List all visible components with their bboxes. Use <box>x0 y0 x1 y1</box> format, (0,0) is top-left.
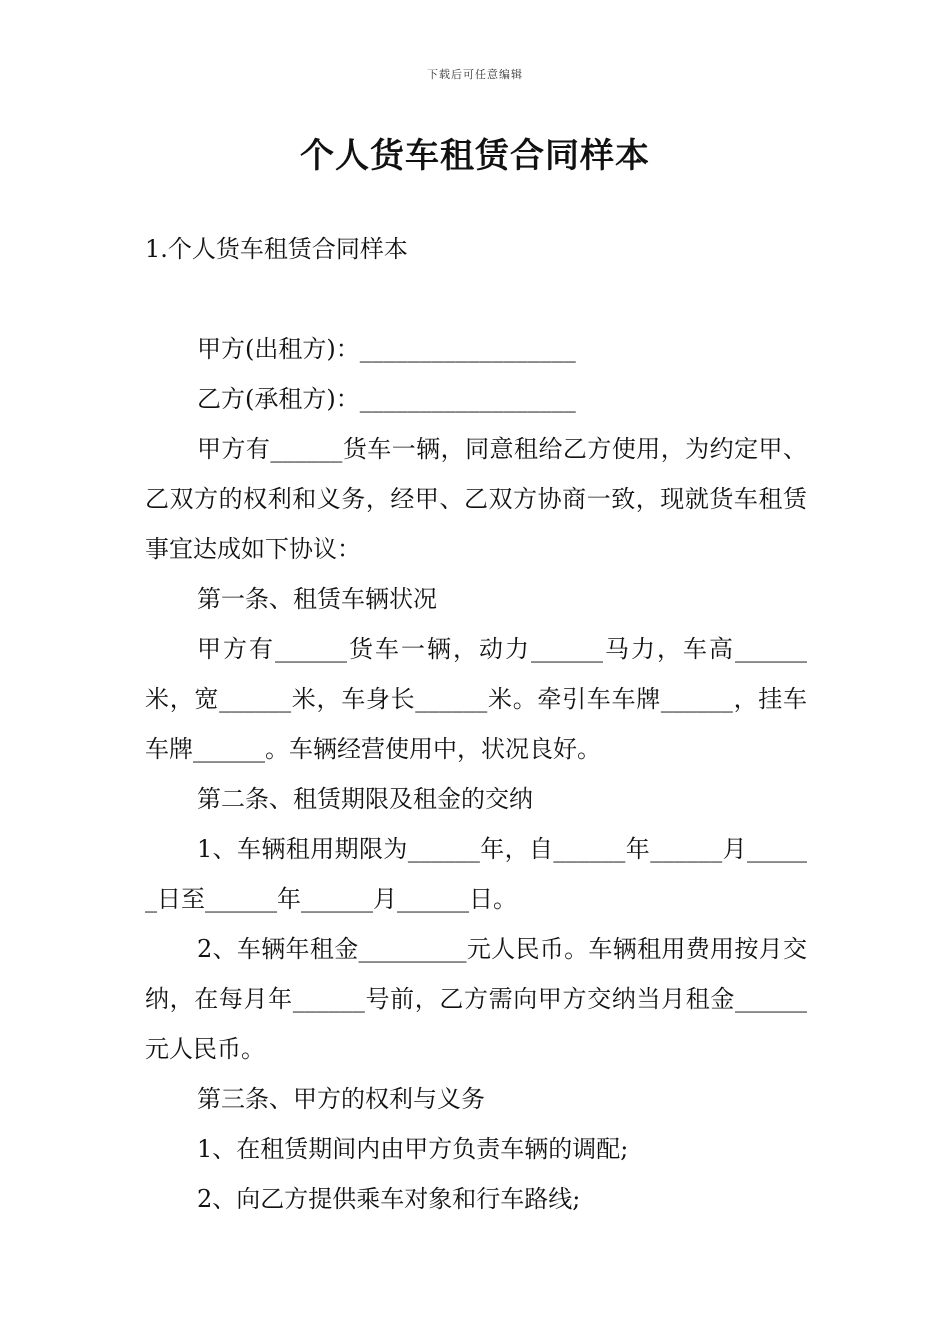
document-title: 个人货车租赁合同样本 <box>300 136 650 176</box>
section-heading: 1.个人货车租赁合同样本 <box>145 235 408 263</box>
intro-paragraph: 甲方有______货车一辆，同意租给乙方使用，为约定甲、乙双方的权利和义务，经甲、乙双方协商一致，现就货车租赁事宜达成如下协议： <box>145 435 807 563</box>
party-b-line: 乙方(承租方)：__________________ <box>197 385 576 413</box>
document-body <box>145 224 807 1224</box>
article-2-item-2: 2、车辆年租金_________元人民币。车辆租用费用按月交纳，在每月年______号前，乙方需向甲方交纳当月租金______元人民币。 <box>145 935 807 1063</box>
article-3-item-2: 2、向乙方提供乘车对象和行车路线; <box>197 1185 581 1213</box>
article-2-heading: 第二条、租赁期限及租金的交纳 <box>197 785 533 813</box>
article-1-heading: 第一条、租赁车辆状况 <box>197 585 437 613</box>
party-a-line: 甲方(出租方)：__________________ <box>197 335 576 363</box>
article-3-heading: 第三条、甲方的权利与义务 <box>197 1085 485 1113</box>
article-3-item-1: 1、在租赁期间内由甲方负责车辆的调配; <box>197 1135 629 1163</box>
header-note: 下载后可任意编辑 <box>427 68 523 81</box>
article-1-paragraph: 甲方有______货车一辆，动力______马力，车高______米，宽______米，车身长______米。牵引车车牌______，挂车车牌______。车辆经营使用中，状况良好。 <box>145 635 807 763</box>
article-2-item-1: 1、车辆租用期限为______年，自______年______月______日至______年______月______日。 <box>145 835 807 913</box>
